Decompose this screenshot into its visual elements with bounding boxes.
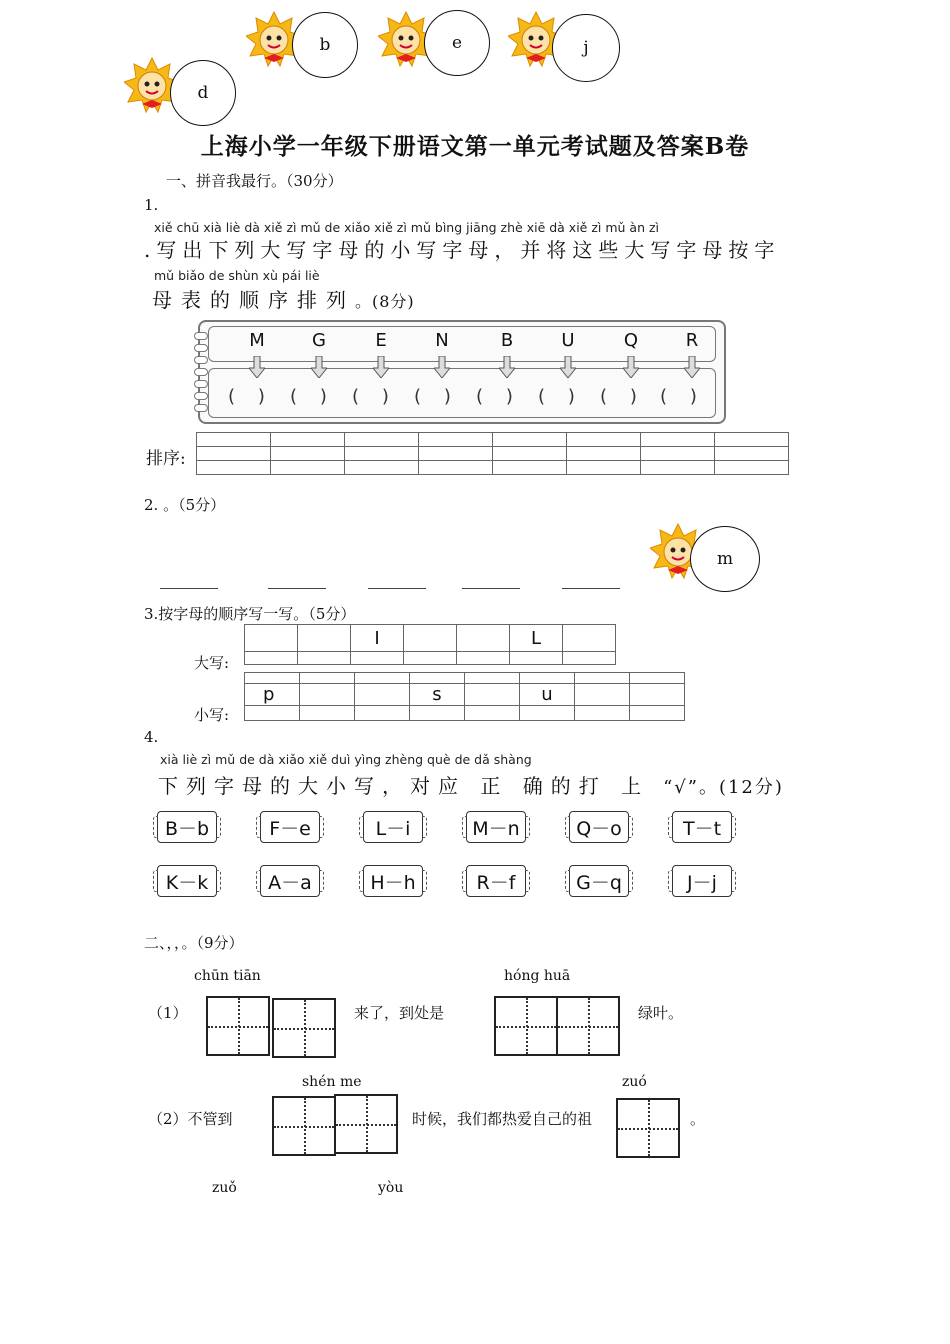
question-text: 下列字母的大小写，对应 正 确的打 上 “√”。(12分) (158, 774, 784, 798)
capital-letter: E (375, 330, 387, 351)
pinyin-prompt: zuǒ (212, 1180, 237, 1196)
grid-cell[interactable]: u (520, 684, 575, 706)
pinyin-line: xià liè zì mǔ de dà xiǎo xiě duì yìng zhèng què de dǎ shàng (160, 752, 532, 767)
down-arrow-icon (311, 356, 327, 378)
answer-line[interactable] (462, 588, 520, 589)
down-arrow-icon (684, 356, 700, 378)
answer-blank[interactable]: ( ) (290, 386, 327, 407)
pinyin-prompt: zuó (622, 1074, 647, 1090)
sentence-text: 。 (690, 1110, 706, 1128)
grid-cell[interactable] (300, 684, 355, 706)
letter-pair[interactable]: J－j (672, 865, 732, 897)
grid-cell[interactable]: L (510, 625, 563, 652)
answer-blank[interactable]: ( ) (538, 386, 575, 407)
writing-box[interactable] (272, 1096, 336, 1156)
sentence-text: 绿叶。 (638, 1004, 684, 1022)
grid-cell[interactable]: s (410, 684, 465, 706)
grid-cell[interactable]: I (351, 625, 404, 652)
question-number: 1. (144, 196, 159, 214)
down-arrow-icon (373, 356, 389, 378)
letter-pair[interactable]: Q－o (569, 811, 629, 843)
answer-line[interactable] (268, 588, 326, 589)
question-text: .写出下列大写字母的小写字母，并将这些大写字母按字 (144, 238, 781, 262)
down-arrow-icon (249, 356, 265, 378)
answer-line[interactable] (562, 588, 620, 589)
sort-grid[interactable] (196, 432, 789, 475)
letter-bubble: b (292, 12, 358, 78)
sort-label: 排序: (146, 449, 186, 469)
answer-line[interactable] (160, 588, 218, 589)
capital-letter: M (249, 330, 265, 351)
grid-cell[interactable] (245, 625, 298, 652)
letter-pair[interactable]: F－e (260, 811, 320, 843)
letter-pair[interactable]: H－h (363, 865, 423, 897)
upper-label: 大写: (194, 654, 230, 672)
section-heading: 二、，，。（9分） (144, 934, 244, 952)
pinyin-prompt: hóng huā (504, 968, 571, 984)
pinyin-prompt: chūn tiān (194, 968, 261, 984)
pinyin-line: xiě chū xià liè dà xiě zì mǔ de xiǎo xiě zì mǔ bìng jiāng zhè xiē dà xiě zì mǔ àn zì (154, 220, 660, 235)
letter-bubble: e (424, 10, 490, 76)
grid-cell[interactable] (563, 625, 616, 652)
letter-pair[interactable]: K－k (157, 865, 217, 897)
sentence-text: 来了，到处是 (354, 1004, 445, 1022)
capital-letter: R (685, 330, 699, 351)
grid-cell[interactable] (630, 684, 685, 706)
letter-bubble: d (170, 60, 236, 126)
question-text: 母表的顺序排列。(8分) (152, 288, 415, 312)
pinyin-prompt: shén me (302, 1074, 362, 1090)
writing-box[interactable] (616, 1098, 680, 1158)
down-arrow-icon (499, 356, 515, 378)
writing-box[interactable] (272, 998, 336, 1058)
letter-pair[interactable]: L－i (363, 811, 423, 843)
letter-pair[interactable]: A－a (260, 865, 320, 897)
question-text: 2. 。（5分） (144, 496, 226, 514)
pinyin-line: mǔ biǎo de shùn xù pái liè (154, 268, 320, 283)
grid-cell[interactable] (465, 684, 520, 706)
letter-pair[interactable]: R－f (466, 865, 526, 897)
writing-box[interactable] (494, 996, 558, 1056)
writing-box[interactable] (556, 996, 620, 1056)
grid-cell[interactable]: p (245, 684, 300, 706)
uppercase-grid[interactable] (244, 624, 616, 665)
capital-letter: N (435, 330, 449, 351)
answer-blank[interactable]: ( ) (352, 386, 389, 407)
letter-bubble: m (690, 526, 760, 592)
sentence-text: 时候，我们都热爱自己的祖 (412, 1110, 593, 1128)
letter-pair[interactable]: M－n (466, 811, 526, 843)
letter-bubble: j (552, 14, 620, 82)
writing-box[interactable] (206, 996, 270, 1056)
capital-letter: Q (623, 330, 639, 351)
grid-cell[interactable] (575, 684, 630, 706)
grid-cell[interactable] (298, 625, 351, 652)
lowercase-grid[interactable] (244, 672, 685, 721)
question-number: 4. (144, 728, 159, 746)
answer-blank[interactable]: ( ) (228, 386, 265, 407)
answer-blank[interactable]: ( ) (476, 386, 513, 407)
sentence-label: （2）不管到 (148, 1110, 233, 1128)
capital-letter: U (561, 330, 575, 351)
letter-board (198, 320, 726, 424)
letter-pair[interactable]: G－q (569, 865, 629, 897)
grid-cell[interactable] (355, 684, 410, 706)
answer-blank[interactable]: ( ) (600, 386, 637, 407)
down-arrow-icon (560, 356, 576, 378)
answer-line[interactable] (368, 588, 426, 589)
letter-pair[interactable]: T－t (672, 811, 732, 843)
down-arrow-icon (434, 356, 450, 378)
answer-blank[interactable]: ( ) (660, 386, 697, 407)
question-text: 3.按字母的顺序写一写。（5分） (144, 605, 356, 623)
capital-letter: B (500, 330, 514, 351)
sentence-label: （1） (148, 1004, 188, 1022)
capital-letter: G (312, 330, 326, 351)
writing-box[interactable] (334, 1094, 398, 1154)
section-heading: 一、拼音我最行。（30分） (166, 172, 343, 190)
letter-pair[interactable]: B－b (157, 811, 217, 843)
grid-cell[interactable] (404, 625, 457, 652)
grid-cell[interactable] (457, 625, 510, 652)
answer-blank[interactable]: ( ) (414, 386, 451, 407)
pinyin-prompt: yòu (378, 1180, 404, 1196)
page-title: 上海小学一年级下册语文第一单元考试题及答案B卷 (200, 133, 750, 160)
lower-label: 小写: (194, 706, 230, 724)
down-arrow-icon (623, 356, 639, 378)
